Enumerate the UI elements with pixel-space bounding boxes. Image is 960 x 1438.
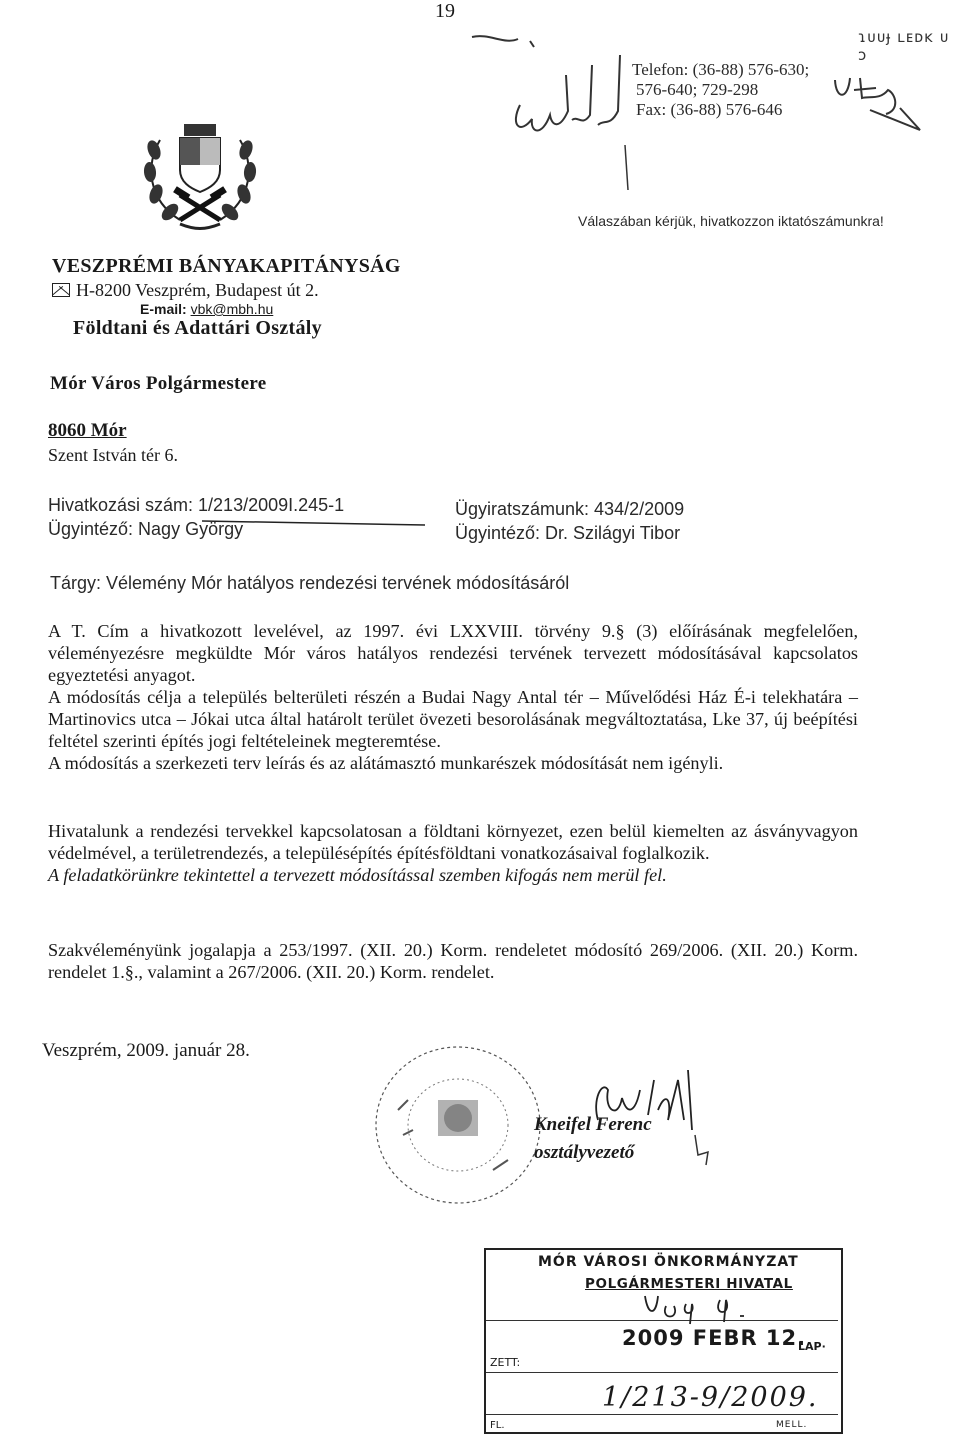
phone-line-2: 576-640; 729-298 [636,80,759,99]
body-paragraph-5: A feladatkörünkre tekintettel a tervezett módosítással szemben kifogás nem merül fel. [48,865,667,885]
coat-of-arms-logo [140,120,260,235]
stamp-mell-label: MELL. [776,1420,808,1430]
sender-department: Földtani és Adattári Osztály [73,317,322,339]
handwritten-tick [690,1130,720,1170]
phone-line-1: Telefon: (36-88) 576-630; [632,60,810,79]
email-link[interactable]: vbk@mbh.hu [190,301,274,317]
recipient-name: Mór Város Polgármestere [50,373,267,394]
stamp-fl-label: FL. [490,1420,505,1431]
body-paragraph-4: Hivatalunk a rendezési tervekkel kapcsolatosan a földtani környezet, ezen belül kiemelten az ásványvagyon védelmével, a területrendezés, a településépítés építésföldtani vonatkozásaival foglalkozik. [48,821,858,863]
handwritten-initials [460,15,660,195]
body-block-2 [48,820,858,886]
sender-block [52,255,401,340]
stamp-registration-number: 1/213-9/2009. [602,1382,819,1413]
handwritten-mark [830,70,940,150]
stamp-divider [486,1414,838,1415]
our-clerk: Ügyintéző: Dr. Szilágyi Tibor [455,523,681,543]
contact-info [632,60,809,120]
their-clerk: Ügyintéző: Nagy György [48,519,244,539]
subject-line: Tárgy: Vélemény Mór hatályos rendezési tervének módosításáról [50,573,570,593]
handwritten-underline [200,515,430,535]
date-place: Veszprém, 2009. január 28. [42,1040,250,1061]
handwritten-clerk-name [640,1286,780,1326]
our-reference: Ügyiratszámunk: 434/2/2009 [455,499,685,519]
sender-organization: VESZPRÉMI BÁNYAKAPITÁNYSÁG [52,255,401,277]
reply-note: Válaszában kérjük, hivatkozzon iktatószámunkra! [578,213,884,229]
sender-address-line [52,280,401,301]
envelope-icon [52,283,70,297]
body-paragraph-1: A T. Cím a hivatkozott levelével, az 1997. évi LXXVIII. törvény 9.§ (3) előírásának megfelelően, véleményezésre megküldte Mór város hatályos rendezési tervének tervezett módosításával kapcsolatos egyeztetési anyagot. [48,621,858,685]
signature-block [534,1112,652,1166]
email-label: E-mail: [140,301,187,317]
sender-address: H-8200 Veszprém, Budapest út 2. [76,280,319,300]
signatory-title: osztályvezető [534,1142,635,1163]
stamp-divider [486,1372,838,1373]
corner-code: ɿᴜᴜɟ ʟᴇᴅᴋ ᴜ ɔ [858,28,950,64]
page-number: 19 [435,0,455,22]
signatory-name: Kneifel Ferenc [534,1114,652,1135]
recipient-street: Szent István tér 6. [48,445,178,465]
round-seal [368,1040,548,1210]
body-paragraph-2: A módosítás célja a település belterületi részén a Budai Nagy Antal tér – Művelődési Ház É-i telekhatára – Martinovics utca – Jókai utca által határolt terület övezeti besorolásának megváltoztatása, Lke 37, új beépítési feltétel szerinti építés jogi feltételeinek megteremtése. [48,687,858,751]
their-reference: Hivatkozási szám: 1/213/2009I.245-1 [48,495,345,515]
sender-email-line [140,301,401,317]
our-reference-block [455,497,684,545]
stamp-line-1: MÓR VÁROSI ÖNKORMÁNYZAT [538,1254,799,1270]
body-block-3 [48,939,858,983]
stamp-line-2: POLGÁRMESTERI HIVATAL [585,1276,793,1292]
body-block-1 [48,620,858,774]
fax-line: Fax: (36-88) 576-646 [636,100,783,119]
body-paragraph-6: Szakvéleményünk jogalapja a 253/1997. (XII. 20.) Korm. rendeletet módosító 269/2006. (XII. 20.) Korm. rendelet 1.§., valamint a 267/2006. (XII. 20.) Korm. rendelet. [48,940,858,982]
stamp-date: 2009 FEBR 12. [622,1326,807,1350]
recipient-postal: 8060 Mór [48,420,127,441]
body-paragraph-3: A módosítás a szerkezeti terv leírás és az alátámasztó munkarészek módosítását nem igényli. [48,753,724,773]
stamp-lap-label: LAP· [798,1340,826,1353]
stamp-zett-label: ZETT: [490,1356,521,1369]
